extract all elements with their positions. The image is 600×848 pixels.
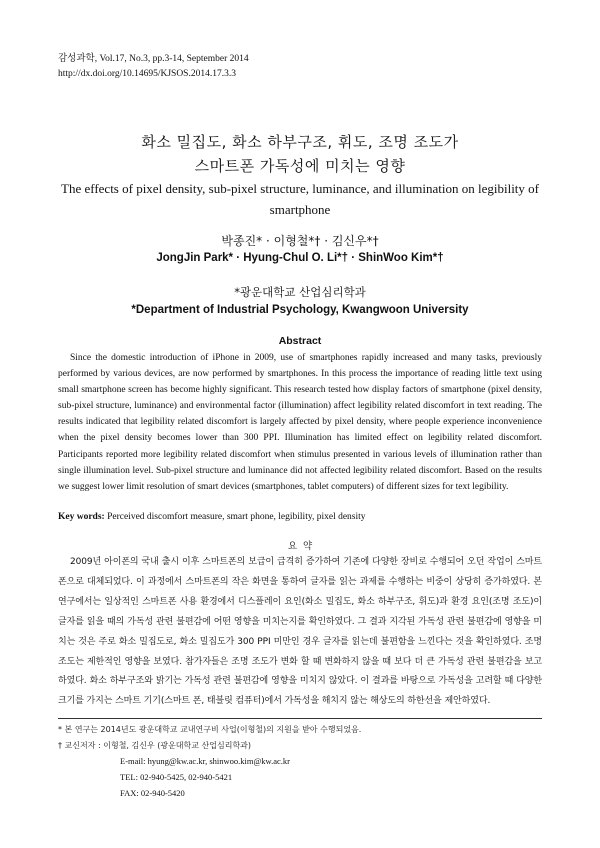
journal-doi[interactable]: http://dx.doi.org/10.14695/KJSOS.2014.17.3.3 bbox=[58, 69, 236, 79]
keywords-label: Key words: bbox=[58, 512, 105, 522]
footnote-tel: TEL: 02-940-5425, 02-940-5421 bbox=[120, 772, 233, 782]
keywords bbox=[58, 512, 542, 522]
journal-citation: 감성과학, Vol.17, No.3, pp.3-14, September 2014 bbox=[58, 54, 249, 64]
footnote-fax: FAX: 02-940-5420 bbox=[120, 788, 185, 798]
abstract-heading: Abstract bbox=[278, 335, 322, 347]
journal-header bbox=[58, 52, 249, 82]
korean-title-line2: 스마트폰 가독성에 미치는 영향 bbox=[194, 157, 406, 175]
korean-abstract-heading: 요 약 bbox=[287, 541, 313, 552]
affiliation-english: *Department of Industrial Psychology, Kwangwoon University bbox=[131, 304, 469, 316]
authors-english: JongJin Park* · Hyung-Chul O. Li*† · ShinWoo Kim*† bbox=[156, 252, 444, 264]
keywords-list: Perceived discomfort measure, smart phone, legibility, pixel density bbox=[107, 512, 366, 522]
footnote-email: E-mail: hyung@kw.ac.kr, shinwoo.kim@kw.ac.kr bbox=[120, 756, 291, 766]
affiliation-korean: *광운대학교 산업심리학과 bbox=[234, 285, 366, 299]
korean-abstract-text: 2009년 아이폰의 국내 출시 이후 스마트폰의 보급이 급격히 증가하여 기존에 다양한 장비로 수행되어 오던 작업이 스마트폰으로 대체되었다. 이 과정에서 스마트폰의 작은 화면을 통하여 글자를 읽는 과제를 수행하는 비중이 상당히 증가하였다. 본 연구에서는 일상적인 스마트폰 사용 환경에서 디스플레이 요인(화소 밀집도, 화소 하부구조, 휘도)과 환경 요인(조명 조도)이 글자를 읽을 때의 가독성 관련 불편감에 어떤 영향을 미치는지를 확인하였다. 그 결과 지각된 가독성 관련 불편감에 영향을 미치는 것은 주로 화소 밀집도로, 화소 밀집도가 300 PPI 미만인 경우 글자를 읽는데 불편함을 느낀다는 것을 확인하였다. 조명 조도는 제한적인 영향을 보였다. 참가자들은 조명 조도가 변화 할 때 변화하지 않을 때 보다 더 큰 가독성 관련 불편감을 보고하였다. 화소 하부구조와 밝기는 가독성 관련 불편감에 영향을 미치지 않았다. 이 결과를 바탕으로 가독성을 고려할 때 다양한 크기를 가지는 스마트 기기(스마트 폰, 태블릿 컴퓨터)에서 가독성을 해치지 않는 해상도의 하한선을 제안하였다. bbox=[58, 557, 542, 707]
footnote-divider bbox=[58, 718, 542, 719]
footnote-corresponding: † 교신저자 : 이형철, 김신우 (광운대학교 산업심리학과) bbox=[58, 741, 252, 750]
footnote-funding: * 본 연구는 2014년도 광운대학교 교내연구비 사업(이형철)의 지원을 받아 수행되었음. bbox=[58, 725, 362, 734]
korean-title-line1: 화소 밀집도, 화소 하부구조, 휘도, 조명 조도가 bbox=[141, 133, 459, 151]
authors-korean: 박종진* · 이형철*† · 김신우*† bbox=[221, 234, 379, 248]
abstract-text: Since the domestic introduction of iPhone in 2009, use of smartphones rapidly increased and many tasks, previously performed by various devices, are now performed by smartphones. In this process the importance of reading little text using small smartphone screen has become highly significant. This research tested how display factors of smartphone (pixel density, sub-pixel structure, luminance) and environmental factor (illumination) affect legibility related discomfort in text reading. The results indicated that legibility related discomfort is largely affected by pixel density, where people experience inconvenience when the pixel density becomes lower than 300 PPI. Illumination has limited effect on legibility related discomfort. Participants reported more legibility related discomfort when stimulus presented in various levels of illumination rather than single illumination level. Sub-pixel structure and luminance did not affected legibility related discomfort. Based on the results we suggest lower limit resolution of smart devices (smartphones, tablet computers) of different sizes for text legibility. bbox=[58, 353, 542, 492]
english-title: The effects of pixel density, sub-pixel structure, luminance, and illumination on legibility of smartphone bbox=[61, 181, 539, 217]
